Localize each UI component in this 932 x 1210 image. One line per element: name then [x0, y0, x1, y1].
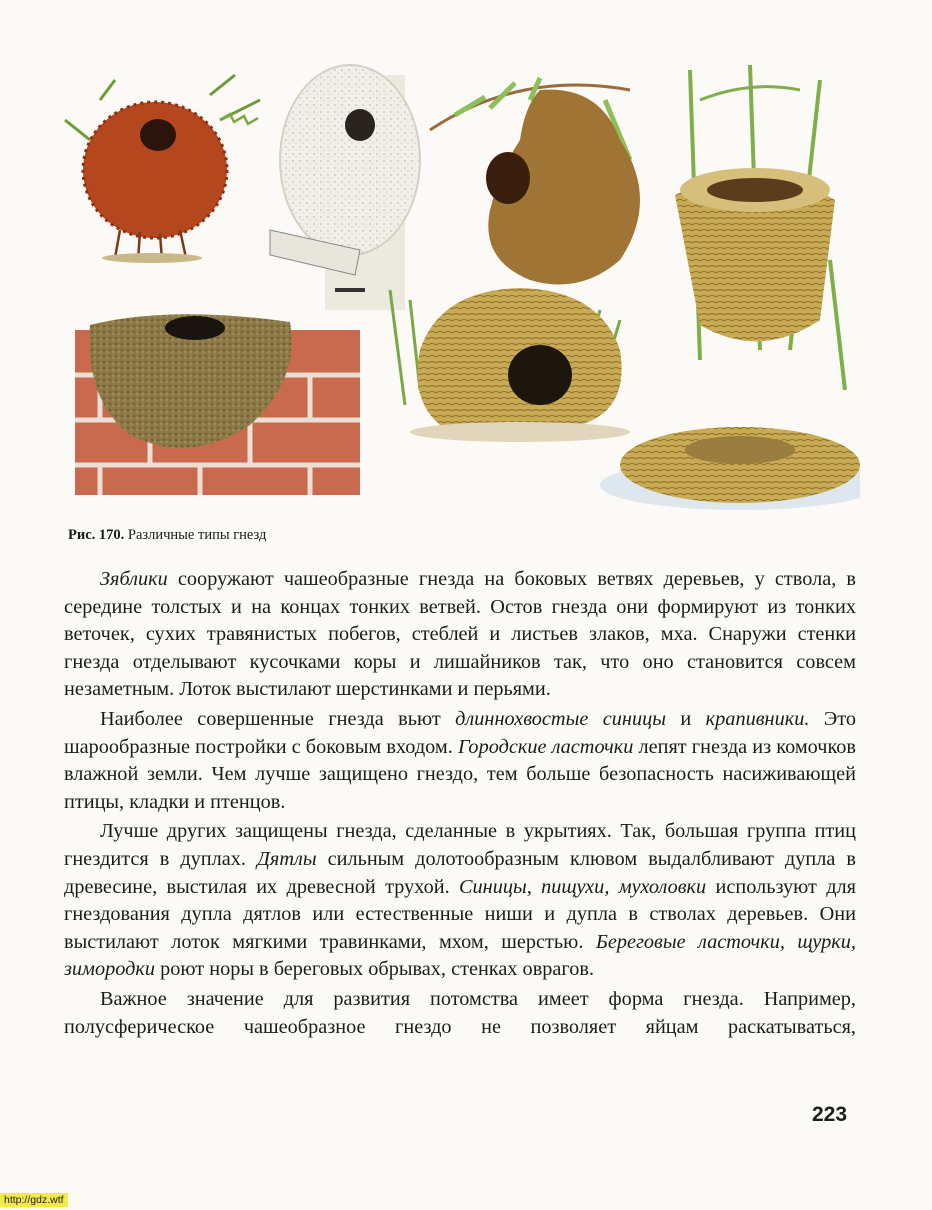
- nests-illustration: [60, 60, 860, 520]
- paragraph: [64, 706, 856, 816]
- text-run: Это шарообразные постройки с боковым входом.: [64, 707, 856, 758]
- body-text: [64, 566, 856, 1043]
- italic-term: Городские ласточки: [457, 735, 634, 758]
- italic-term: Дятлы: [257, 847, 317, 870]
- text-run: роют норы в береговых обрывах, стенках оврагов.: [155, 958, 595, 981]
- italic-term: крапивники.: [705, 707, 810, 730]
- text-run: сооружают чашеобразные гнезда на боковых ветвях деревьев, у ствола, в середине толстых и на концах тонких ветвей. Остов гнезда они формируют из тонких веточек, сухих травянистых побегов, стеблей и листьев злаков, мха. Снаружи стенки гнезда отделывают кусочками коры и лишайников так, что оно становится совсем незаметным. Лоток выстилают шерстинками и перьями.: [64, 568, 856, 701]
- paragraph: [64, 566, 856, 704]
- text-run: Важное значение для развития потомства имеет форма гнезда. Например, полусферическое чашеобразное гнездо не позволяет яйцам раскатываться,: [64, 987, 856, 1038]
- floating-nest-drawing: [600, 427, 860, 510]
- italic-term: Зяблики: [100, 568, 168, 590]
- figure-caption: [68, 527, 266, 544]
- italic-term: Синицы, пищухи, мухоловки: [458, 875, 707, 898]
- figure-caption-label: Рис. 170.: [68, 527, 125, 543]
- text-run: и: [665, 707, 706, 730]
- swallow-nest-drawing: [75, 314, 360, 495]
- text-run: используют для гнездования дупла дятлов или естественные ниши и дупла в стволах деревьев. Они выстилают лоток мягкими травинками, мхом, шерстью.: [64, 875, 856, 953]
- gourd-nest-drawing: [430, 78, 640, 285]
- watermark-url[interactable]: http://gdz.wtf: [0, 1193, 68, 1207]
- grass-ball-nest-drawing: [390, 288, 630, 442]
- lichen-nest-drawing: [270, 65, 420, 310]
- text-run: Лучше других защищены гнезда, сделанные в укрытиях. Так, большая группа птиц гнездится в дуплах.: [64, 820, 856, 870]
- figure-caption-text: Различные типы гнезд: [127, 527, 267, 543]
- moss-nest-drawing: [65, 75, 260, 263]
- paragraph: [64, 986, 856, 1041]
- text-run: сильным долотообразным клювом выдалбливают дупла в древесине, выстилая их древесной трухой.: [64, 847, 856, 898]
- text-run: Наиболее совершенные гнезда вьют: [100, 707, 456, 730]
- paragraph: [64, 818, 856, 984]
- italic-term: длиннохвостые синицы: [455, 707, 666, 730]
- text-run: лепят гнезда из комочков влажной земли. Чем лучше защищено гнездо, тем больше безопасность насиживающей птицы, кладки и птенцов.: [64, 735, 857, 813]
- page-number: 223: [812, 1103, 848, 1126]
- italic-term: Береговые ласточки, щурки, зимородки: [64, 930, 856, 981]
- basket-nest-drawing: [675, 65, 845, 390]
